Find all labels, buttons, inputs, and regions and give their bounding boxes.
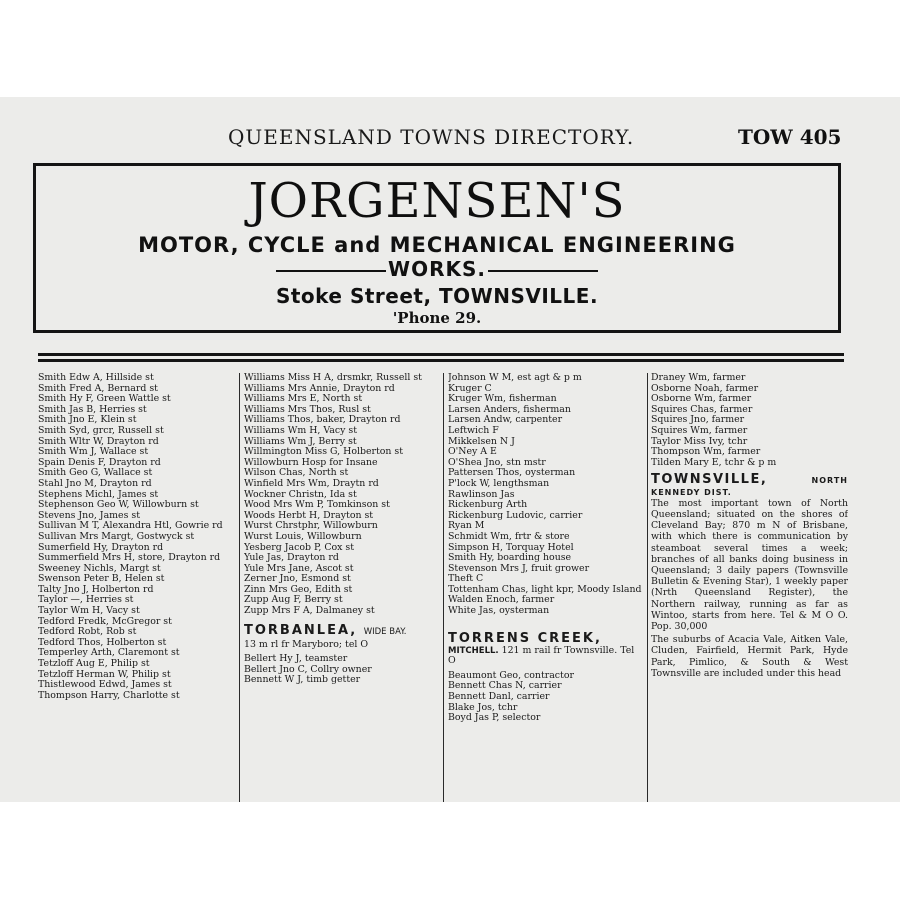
directory-entry: Willmington Miss G, Holberton st — [244, 446, 403, 458]
directory-entry: Smith Hy F, Green Wattle st — [38, 393, 171, 405]
directory-entry: Yesberg Jacob P, Cox st — [244, 541, 354, 553]
directory-entry: Stahl Jno M, Drayton rd — [38, 477, 152, 489]
directory-entry: Smith Wm J, Wallace st — [38, 446, 149, 458]
directory-entry: Wockner Christn, Ida st — [244, 488, 357, 500]
torbanlea-entries — [244, 654, 440, 686]
directory-entry: Talty Jno J, Holberton rd — [38, 583, 154, 595]
townsville-heading — [651, 474, 848, 497]
advert-business-name: JORGENSEN'S — [248, 173, 626, 229]
jorgensens-advertisement — [33, 163, 841, 333]
directory-entry: Taylor Wm H, Vacy st — [38, 605, 140, 617]
directory-entry: White Jas, oysterman — [448, 605, 550, 617]
column-divider — [443, 373, 444, 802]
directory-entry: O'Ney A E — [448, 446, 497, 458]
directory-entry: Stephenson Geo W, Willowburn st — [38, 499, 199, 511]
column-divider — [647, 373, 648, 802]
directory-entry: Williams Mrs Thos, Rusl st — [244, 403, 371, 415]
directory-entry: Sullivan Mrs Margt, Gostwyck st — [38, 530, 195, 542]
directory-entry: Taylor Miss Ivy, tchr — [651, 435, 748, 447]
advert-address: Stoke Street, TOWNSVILLE. — [275, 284, 599, 308]
directory-entry: Winfield Mrs Wm, Draytn rd — [244, 477, 379, 489]
directory-entry: Tilden Mary E, tchr & p m — [651, 456, 777, 468]
directory-entry: Smith Syd, grcr, Russell st — [38, 424, 164, 436]
directory-entry: Zupp Mrs F A, Dalmaney st — [244, 605, 375, 617]
directory-entry: Swenson Peter B, Helen st — [38, 573, 165, 585]
directory-entry: Thistlewood Edwd, James st — [38, 679, 172, 691]
directory-entry: Williams Mrs Annie, Drayton rd — [244, 382, 395, 394]
directory-entry: Schmidt Wm, frtr & store — [448, 530, 570, 542]
advert-phone: 'Phone 29. — [392, 309, 482, 327]
column-3-entries — [448, 373, 644, 617]
directory-entry: Woods Herbt H, Drayton st — [244, 509, 374, 521]
directory-entry: Draney Wm, farmer — [651, 373, 746, 383]
directory-title: QUEENSLAND TOWNS DIRECTORY. — [228, 125, 635, 149]
directory-entry: Boyd Jas P, selector — [448, 712, 541, 724]
column-2-entries — [244, 373, 440, 617]
directory-entry: Yule Mrs Jane, Ascot st — [244, 562, 354, 574]
directory-entry: Kruger C — [448, 382, 492, 394]
directory-entry: Larsen Andw, carpenter — [448, 414, 563, 426]
directory-entry: Pattersen Thos, oysterman — [448, 467, 576, 479]
torbanlea-info: 13 m rl fr Maryboro; tel O — [244, 638, 369, 650]
column-4-entries — [651, 373, 848, 468]
directory-entry: Smith Geo G, Wallace st — [38, 467, 153, 479]
advert-services: MOTOR, CYCLE and MECHANICAL ENGINEERING — [138, 233, 736, 257]
directory-entry: Zupp Aug F, Berry st — [244, 594, 343, 606]
directory-entry: Bennett Chas N, carrier — [448, 680, 562, 692]
directory-entry: Yule Jas, Drayton rd — [244, 552, 339, 564]
directory-columns — [38, 373, 848, 802]
directory-entry: Zerner Jno, Esmond st — [244, 573, 351, 585]
directory-entry: Tedford Thos, Holberton st — [38, 636, 167, 648]
advert-works: WORKS. — [388, 257, 486, 281]
directory-entry: Mikkelsen N J — [448, 435, 515, 447]
directory-entry: Wilson Chas, North st — [244, 467, 349, 479]
section-district: WIDE BAY. — [363, 626, 407, 637]
directory-entry: Squires Jno, farmer — [651, 414, 745, 426]
directory-entry: Squires Chas, farmer — [651, 403, 753, 415]
directory-entry: Williams Thos, baker, Drayton rd — [244, 414, 401, 426]
bottom-divider-rule — [38, 359, 844, 362]
column-4 — [651, 373, 848, 802]
directory-entry: O'Shea Jno, stn mstr — [448, 456, 546, 468]
top-divider-rule — [38, 353, 844, 356]
directory-entry: Temperley Arth, Claremont st — [38, 647, 180, 659]
torrens-creek-entries — [448, 671, 644, 724]
directory-entry: Bennett Danl, carrier — [448, 691, 550, 703]
advert-left-rule — [276, 270, 386, 272]
section-distance: 121 m rail fr Townsville. Tel O — [448, 644, 635, 667]
directory-entry: Osborne Wm, farmer — [651, 393, 752, 405]
directory-entry: Larsen Anders, fisherman — [448, 403, 571, 415]
directory-entry: Wood Mrs Wm P, Tomkinson st — [244, 499, 390, 511]
directory-entry: Bennett W J, timb getter — [244, 674, 361, 686]
directory-page — [0, 97, 900, 802]
column-3 — [448, 373, 644, 802]
directory-entry: Tottenham Chas, light kpr, Moody Island — [448, 583, 642, 595]
directory-entry: Williams Mrs E, North st — [244, 393, 363, 405]
column-divider — [239, 373, 240, 802]
directory-entry: Johnson W M, est agt & p m — [448, 373, 582, 383]
directory-entry: Tedford Fredk, McGregor st — [38, 615, 172, 627]
directory-entry: Rawlinson Jas — [448, 488, 515, 500]
section-town-name: TORRENS CREEK, — [448, 630, 602, 646]
directory-entry: Thompson Wm, farmer — [651, 446, 761, 458]
directory-entry: Taylor —, Herries st — [38, 594, 134, 606]
directory-entry: Thompson Harry, Charlotte st — [38, 689, 180, 701]
directory-entry: Osborne Noah, farmer — [651, 382, 759, 394]
directory-entry: Smith Jno E, Klein st — [38, 414, 137, 426]
townsville-suburbs-note: The suburbs of Acacia Vale, Aitken Vale, Cluden, Fairfield, Hermit Park, Hyde Park, Pimlico, & South & West Townsville are included under this head — [651, 634, 848, 679]
torbanlea-heading — [244, 623, 440, 640]
directory-entry: Stevenson Mrs J, fruit grower — [448, 562, 590, 574]
directory-entry: Blake Jos, tchr — [448, 701, 518, 713]
directory-entry: Kruger Wm, fisherman — [448, 393, 557, 405]
directory-entry: Williams Miss H A, drsmkr, Russell st — [244, 373, 422, 383]
directory-entry: Sullivan M T, Alexandra Htl, Gowrie rd — [38, 520, 223, 532]
directory-entry: Tetzloff Herman W, Philip st — [38, 668, 171, 680]
directory-entry: Smith Jas B, Herries st — [38, 403, 147, 415]
directory-entry: Williams Wm J, Berry st — [244, 435, 357, 447]
directory-entry: Williams Wm H, Vacy st — [244, 424, 357, 436]
directory-entry: Rickenburg Ludovic, carrier — [448, 509, 583, 521]
section-town-name: TORBANLEA, — [244, 622, 358, 638]
directory-entry: Rickenburg Arth — [448, 499, 528, 511]
townsville-description: The most important town of North Queensland; situated on the shores of Cleveland Bay; 870 m N of Brisbane, with which there is communication by steamboat several times a week; branches of all banks doing business in Queensland; 3 daily papers (Townsville Bulletin & Evening Star), 1 weekly paper (Nrth Queensland Register), the Northern railway, running as far as Wintoo, starts from here. Tel & M O O. Pop. 30,000 — [651, 497, 848, 632]
section-district: NORTH KENNEDY DIST. — [651, 476, 848, 497]
directory-entry: Tetzloff Aug E, Philip st — [38, 658, 150, 670]
section-page-number: TOW 405 — [738, 125, 842, 149]
advert-works-line — [36, 258, 838, 280]
directory-entry: Smith Fred A, Bernard st — [38, 382, 158, 394]
running-header — [0, 125, 900, 151]
directory-entry: Walden Enoch, farmer — [448, 594, 555, 606]
torrens-creek-heading — [448, 631, 644, 646]
directory-entry: Wurst Chrstphr, Willowburn — [244, 520, 378, 532]
directory-entry: Bellert Hy J, teamster — [244, 653, 348, 665]
directory-entry: Ryan M — [448, 520, 485, 532]
directory-entry: Squires Wm, farmer — [651, 424, 748, 436]
directory-entry: Zinn Mrs Geo, Edith st — [244, 583, 353, 595]
directory-entry: Willowburn Hosp for Insane — [244, 456, 378, 468]
directory-entry: Wurst Louis, Willowburn — [244, 530, 362, 542]
directory-entry: Tedford Robt, Rob st — [38, 626, 137, 638]
directory-entry: P'lock W, lengthsman — [448, 477, 550, 489]
directory-entry: Sumerfield Hy, Drayton rd — [38, 541, 164, 553]
column-1 — [38, 373, 234, 802]
column-2 — [244, 373, 440, 802]
directory-entry: Stephens Michl, James st — [38, 488, 159, 500]
directory-entry: Bellert Jno C, Collry owner — [244, 663, 372, 675]
directory-entry: Beaumont Geo, contractor — [448, 669, 574, 681]
directory-entry: Leftwich F — [448, 424, 499, 436]
directory-entry: Smith Wltr W, Drayton rd — [38, 435, 159, 447]
directory-entry: Spain Denis F, Drayton rd — [38, 456, 161, 468]
directory-entry: Sweeney Nichls, Margt st — [38, 562, 161, 574]
directory-entry: Summerfield Mrs H, store, Drayton rd — [38, 552, 221, 564]
directory-entry: Stevens Jno, James st — [38, 509, 140, 521]
section-district: MITCHELL. — [448, 645, 499, 656]
advert-right-rule — [488, 270, 598, 272]
directory-entry: Smith Hy, boarding house — [448, 552, 572, 564]
directory-entry: Smith Edw A, Hillside st — [38, 373, 154, 383]
torrens-creek-info — [448, 646, 644, 667]
directory-entry: Theft C — [448, 573, 484, 585]
directory-entry: Simpson H, Torquay Hotel — [448, 541, 574, 553]
section-town-name: TOWNSVILLE, — [651, 472, 768, 488]
